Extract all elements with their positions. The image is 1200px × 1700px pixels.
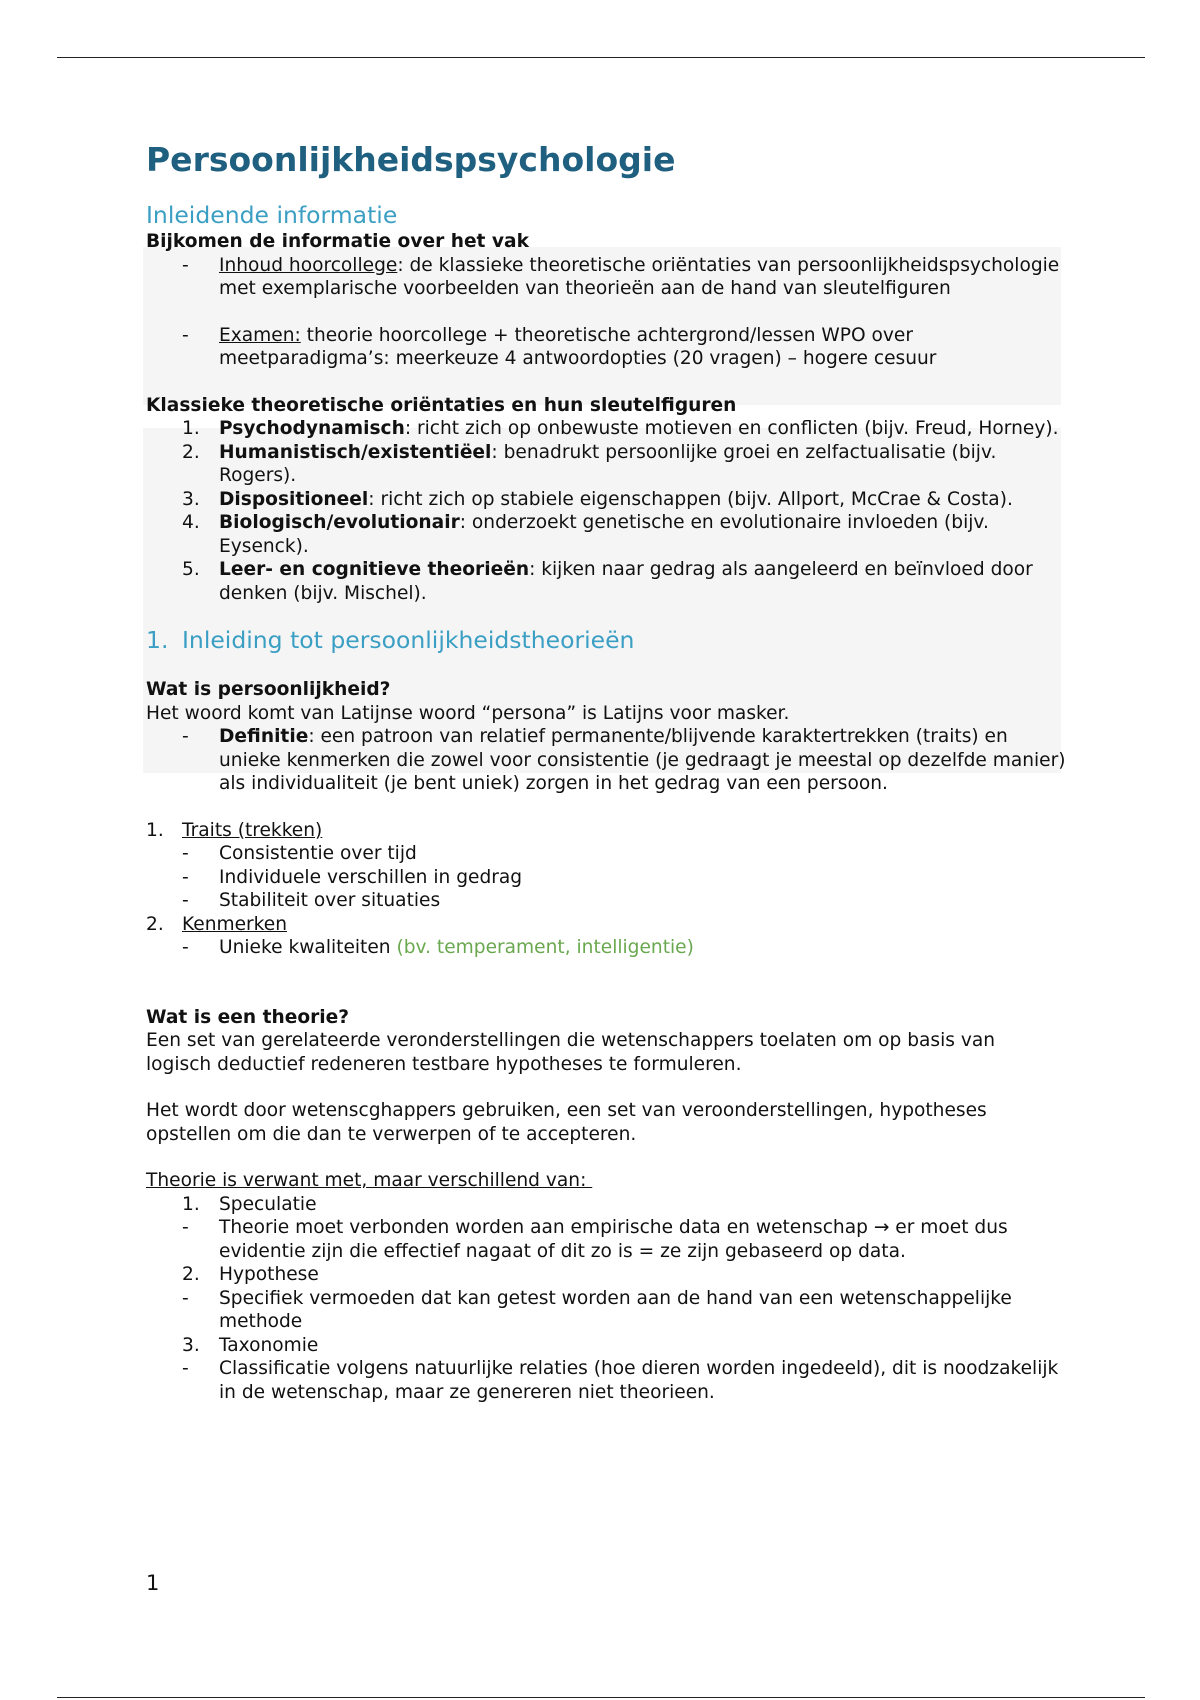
list-item: 1. Traits (trekken) bbox=[146, 819, 323, 841]
list-item: 2. Humanistisch/existentiëel: benadrukt persoonlijke groei en zelfactualisatie (bijv. Rogers). bbox=[182, 441, 997, 486]
header-rule bbox=[57, 57, 1145, 58]
list-item: 3. Dispositioneel: richt zich op stabiele eigenschappen (bijv. Allport, McCrae & Costa). bbox=[182, 488, 1013, 510]
section-heading-intro: Inleidende informatie bbox=[146, 201, 398, 229]
sub-heading-course-info: Bijkomen de informatie over het vak bbox=[146, 231, 529, 252]
list-item: - Individuele verschillen in gedrag bbox=[182, 866, 523, 888]
list-item: - Specifiek vermoeden dat kan getest worden aan de hand van een wetenschappelijke methode bbox=[182, 1287, 1012, 1332]
paragraph: Het woord komt van Latijnse woord “persona” is Latijns voor masker. bbox=[146, 702, 790, 724]
list-item: - Inhoud hoorcollege: de klassieke theoretische oriëntaties van persoonlijkheidspsychologie met exemplarische voorbeelden van theorieën aan de hand van sleutelfiguren bbox=[182, 254, 1060, 299]
list-item: 3. Taxonomie bbox=[182, 1334, 319, 1356]
paragraph: Het wordt door wetenscghappers gebruiken, een set van veroonderstellingen, hypotheses opstellen om die dan te verwerpen of te accepteren. bbox=[146, 1100, 987, 1145]
question-theory: Wat is een theorie? bbox=[146, 1006, 350, 1028]
footer-rule bbox=[57, 1697, 1145, 1698]
list-item: 1. Speculatie bbox=[182, 1193, 317, 1215]
list-item: - Examen: theorie hoorcollege + theoretische achtergrond/lessen WPO over meetparadigma’s: meerkeuze 4 antwoordopties (20 vragen) – hogere cesuur bbox=[182, 324, 937, 369]
list-item: 2. Hypothese bbox=[182, 1264, 319, 1285]
list-item: - Unieke kwaliteiten (bv. temperament, intelligentie) bbox=[182, 937, 694, 958]
list-item: 2. Kenmerken bbox=[146, 913, 288, 935]
sub-heading-related: Theorie is verwant met, maar verschillend van: bbox=[146, 1170, 593, 1191]
list-item: 5. Leer- en cognitieve theorieën: kijken naar gedrag als aangeleerd en beïnvloed door denken (bijv. Mischel). bbox=[182, 559, 1033, 604]
question-personality: Wat is persoonlijkheid? bbox=[146, 679, 391, 700]
sub-heading-orientations: Klassieke theoretische oriëntaties en hun sleutelfiguren bbox=[146, 394, 737, 416]
list-item: 1. Psychodynamisch: richt zich op onbewuste motieven en conflicten (bijv. Freud, Horney). bbox=[182, 418, 1059, 439]
label-exam: Examen: bbox=[219, 324, 301, 346]
list-item: - Theorie moet verbonden worden aan empirische data en wetenschap → er moet dus evidentie zijn die effectief nagaat of dit zo is = ze zijn gebaseerd op data. bbox=[182, 1217, 1008, 1262]
label-lecture-content: Inhoud hoorcollege bbox=[219, 254, 398, 276]
paragraph: Een set van gerelateerde veronderstellingen die wetenschappers toelaten om op basis van logisch deductief redeneren testbare hypotheses te formuleren. bbox=[146, 1030, 996, 1075]
list-item: - Consistentie over tijd bbox=[182, 843, 417, 864]
document-page bbox=[146, 140, 1066, 1404]
list-item: 4. Biologisch/evolutionair: onderzoekt genetische en evolutionaire invloeden (bijv. Eysenck). bbox=[182, 512, 989, 557]
example-note: (bv. temperament, intelligentie) bbox=[396, 937, 694, 958]
document-title: Persoonlijkheidspsychologie bbox=[146, 140, 676, 179]
page-number: 1 bbox=[146, 1571, 160, 1595]
list-item: - Classificatie volgens natuurlijke relaties (hoe dieren worden ingedeeld), dit is noodzakelijk in de wetenschap, maar ze genereren niet theorieen. bbox=[182, 1358, 1059, 1403]
section-heading-1: 1. Inleiding tot persoonlijkheidstheorieën bbox=[146, 626, 635, 654]
list-item: - Definitie: een patroon van relatief permanente/blijvende karaktertrekken (traits) en unieke kenmerken die zowel voor consistentie (je gedraagt je meestal op dezelfde manier) als individualiteit (je bent uniek) zorgen in het gedrag van een persoon. bbox=[182, 726, 1066, 794]
list-item: - Stabiliteit over situaties bbox=[182, 890, 441, 911]
